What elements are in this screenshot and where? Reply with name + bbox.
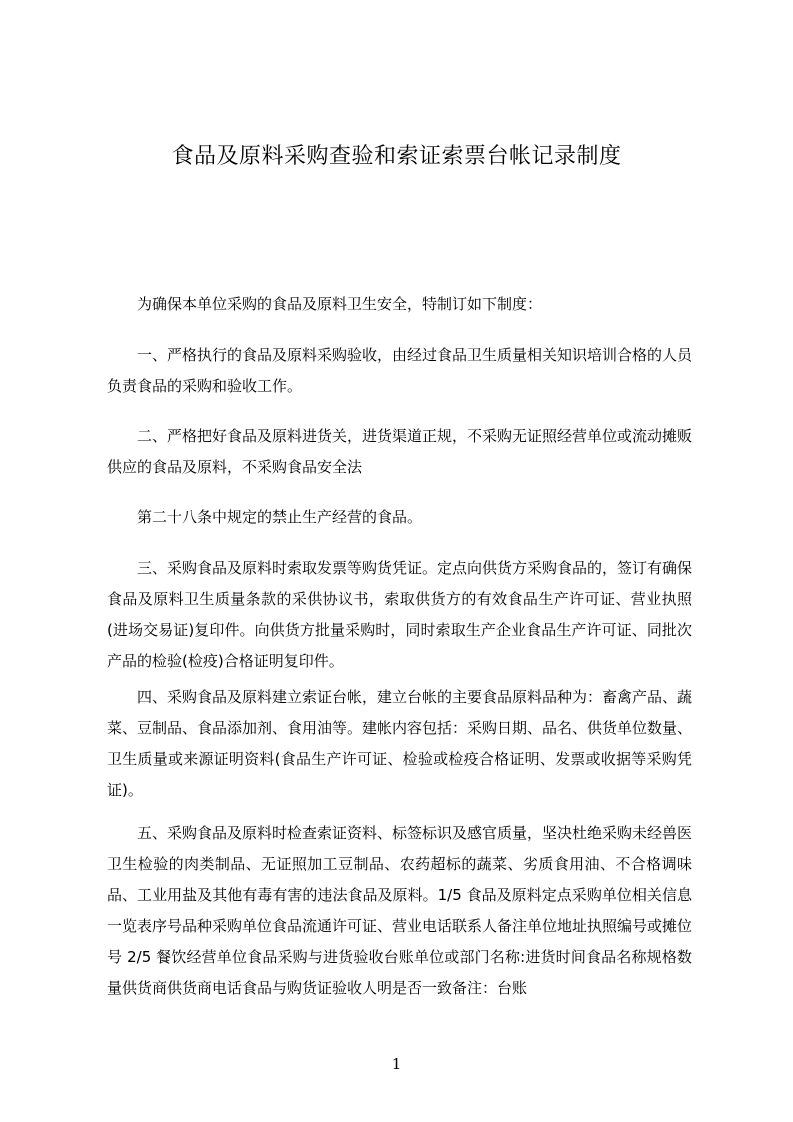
paragraph-2-continued: 第二十八条中规定的禁止生产经营的食品。	[137, 508, 423, 526]
paragraph-4: 四、采购食品及原料建立索证台帐，建立台帐的主要食品原料品种为：畜禽产品、蔬菜、豆制品、食品添加剂、食用油等。建帐内容包括：采购日期、品名、供货单位数量、卫生质量或来源证明资料(食品生产许可证、检验或检疫合格证明、发票或收据等采购凭证)。	[107, 688, 693, 799]
document-title: 食品及原料采购查验和索证索票台帐记录制度	[171, 144, 622, 169]
intro-paragraph: 为确保本单位采购的食品及原料卫生安全，特制订如下制度：	[137, 295, 543, 313]
paragraph-5: 五、采购食品及原料时检查索证资料、标签标识及感官质量，坚决杜绝采购未经兽医卫生检验的肉类制品、无证照加工豆制品、农药超标的蔬菜、劣质食用油、不合格调味品、工业用盐及其他有毒有害的违法食品及原料。1/5 食品及原料定点采购单位相关信息一览表序号品种采购单位食品流通许可证、营业电话联系人备注单位地址执照编号或摊位号 2/5 餐饮经营单位食品采购与进货验收台账单位或部门名称:进货时间食品名称规格数量供货商供货商电话食品与购货证验收人明是否一致备注：台账	[107, 824, 693, 997]
page-number: 1	[391, 1055, 402, 1073]
paragraph-2: 二、严格把好食品及原料进货关，进货渠道正规，不采购无证照经营单位或流动摊贩供应的食品及原料，不采购食品安全法	[107, 427, 693, 476]
paragraph-3: 三、采购食品及原料时索取发票等购货凭证。定点向供货方采购食品的，签订有确保食品及原料卫生质量条款的采供协议书，索取供货方的有效食品生产许可证、营业执照(进场交易证)复印件。向供货方批量采购时，同时索取生产企业食品生产许可证、同批次产品的检验(检疫)合格证明复印件。	[107, 559, 693, 670]
paragraph-1: 一、严格执行的食品及原料采购验收，由经过食品卫生质量相关知识培训合格的人员负责食品的采购和验收工作。	[107, 346, 693, 395]
